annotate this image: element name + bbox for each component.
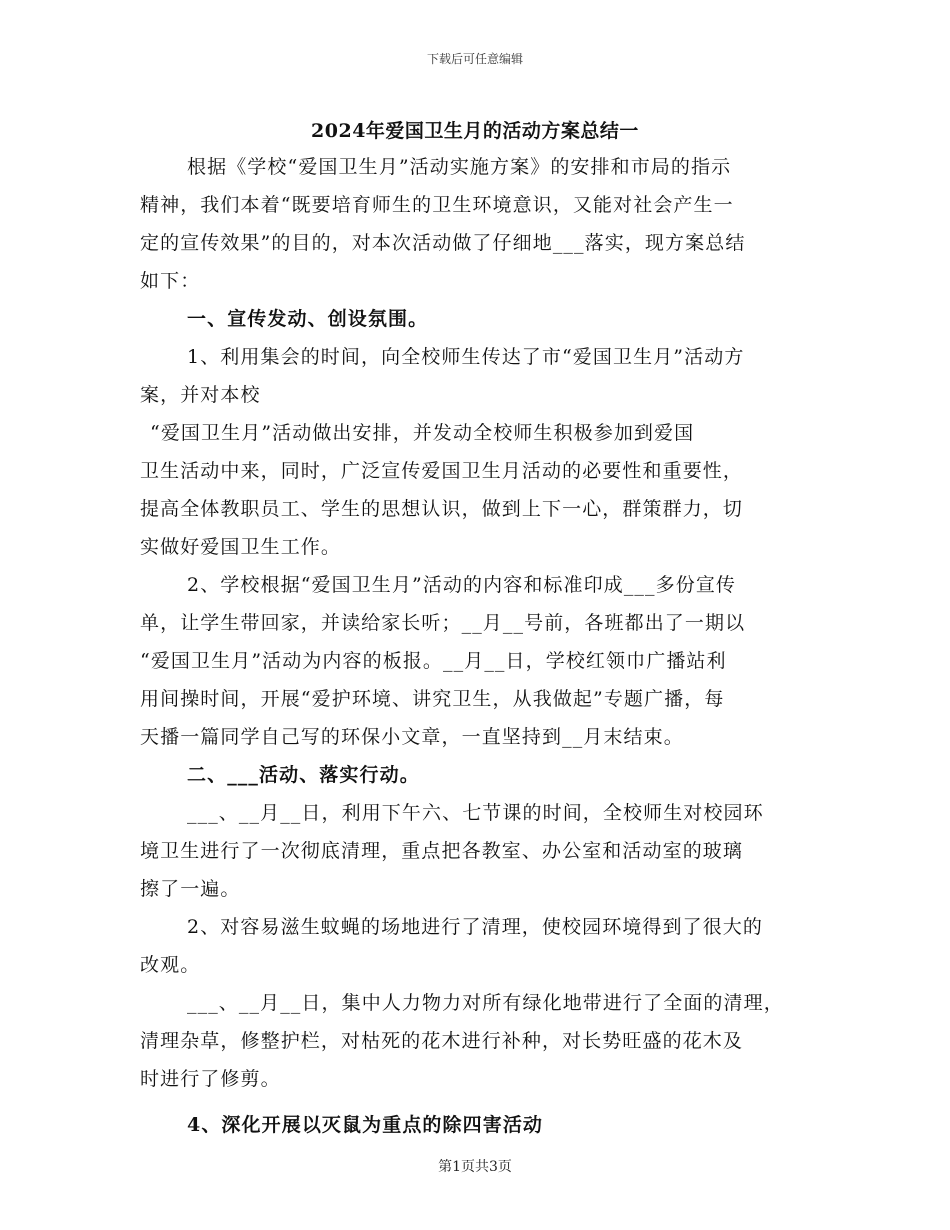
paragraph-line: 单，让学生带回家，并读给家长听；__月__号前，各班都出了一期以: [140, 612, 746, 634]
paragraph-line: 清理杂草，修整护栏，对枯死的花木进行补种，对长势旺盛的花木及: [140, 1030, 744, 1052]
section-heading: 二、___活动、落实行动。: [187, 764, 420, 786]
section-heading: 一、宣传发动、创设氛围。: [187, 308, 429, 330]
paragraph-line: 时进行了修剪。: [140, 1068, 281, 1090]
paragraph-line: ___、__月__日，集中人力物力对所有绿化地带进行了全面的清理，: [187, 992, 784, 1014]
page-footer: 第1页共3页: [438, 1159, 512, 1175]
paragraph-line: 1、利用集会的时间，向全校师生传达了市“爱国卫生月”活动方: [187, 346, 745, 368]
paragraph-line: 2、学校根据“爱国卫生月”活动的内容和标准印成___多份宣传: [187, 574, 737, 596]
paragraph-line: “爱国卫生月”活动做出安排，并发动全校师生积极参加到爱国: [150, 422, 695, 444]
paragraph-line: 如下：: [140, 270, 201, 292]
paragraph-gap: [140, 1098, 810, 1106]
paragraph-line: 改观。: [140, 954, 201, 976]
paragraph-line: 卫生活动中来，同时，广泛宣传爱国卫生月活动的必要性和重要性，: [140, 460, 744, 482]
paragraph-line: 案，并对本校: [140, 384, 261, 406]
paragraph-line: 擦了一遍。: [140, 878, 241, 900]
paragraph-line: 实做好爱国卫生工作。: [140, 536, 342, 558]
document-body: [140, 148, 810, 1144]
paragraph-line: ___、__月__日，利用下午六、七节课的时间，全校师生对校园环: [187, 802, 764, 824]
paragraph-line: “爱国卫生月”活动为内容的板报。__月__日，学校红领巾广播站利: [140, 650, 727, 672]
paragraph-line: 定的宣传效果”的目的，对本次活动做了仔细地___落实，现方案总结: [140, 232, 746, 254]
paragraph-line: 2、对容易滋生蚊蝇的场地进行了清理，使校园环境得到了很大的: [187, 916, 763, 938]
page-header-note: 下载后可任意编辑: [426, 52, 523, 66]
section-heading: 4、深化开展以灭鼠为重点的除四害活动: [187, 1114, 544, 1136]
document-title: 2024年爱国卫生月的活动方案总结一: [311, 120, 639, 142]
paragraph-line: 提高全体教职员工、学生的思想认识，做到上下一心，群策群力，切: [140, 498, 744, 520]
paragraph-line: 用间操时间，开展“爱护环境、讲究卫生，从我做起”专题广播，每: [140, 688, 725, 710]
paragraph-line: 境卫生进行了一次彻底清理，重点把各教室、办公室和活动室的玻璃: [140, 840, 744, 862]
paragraph-line: 根据《学校“爱国卫生月”活动实施方案》的安排和市局的指示: [187, 156, 732, 178]
paragraph-line: 精神，我们本着“既要培育师生的卫生环境意识，又能对社会产生一: [140, 194, 734, 216]
paragraph-line: 天播一篇同学自己写的环保小文章，一直坚持到__月末结束。: [140, 726, 684, 748]
